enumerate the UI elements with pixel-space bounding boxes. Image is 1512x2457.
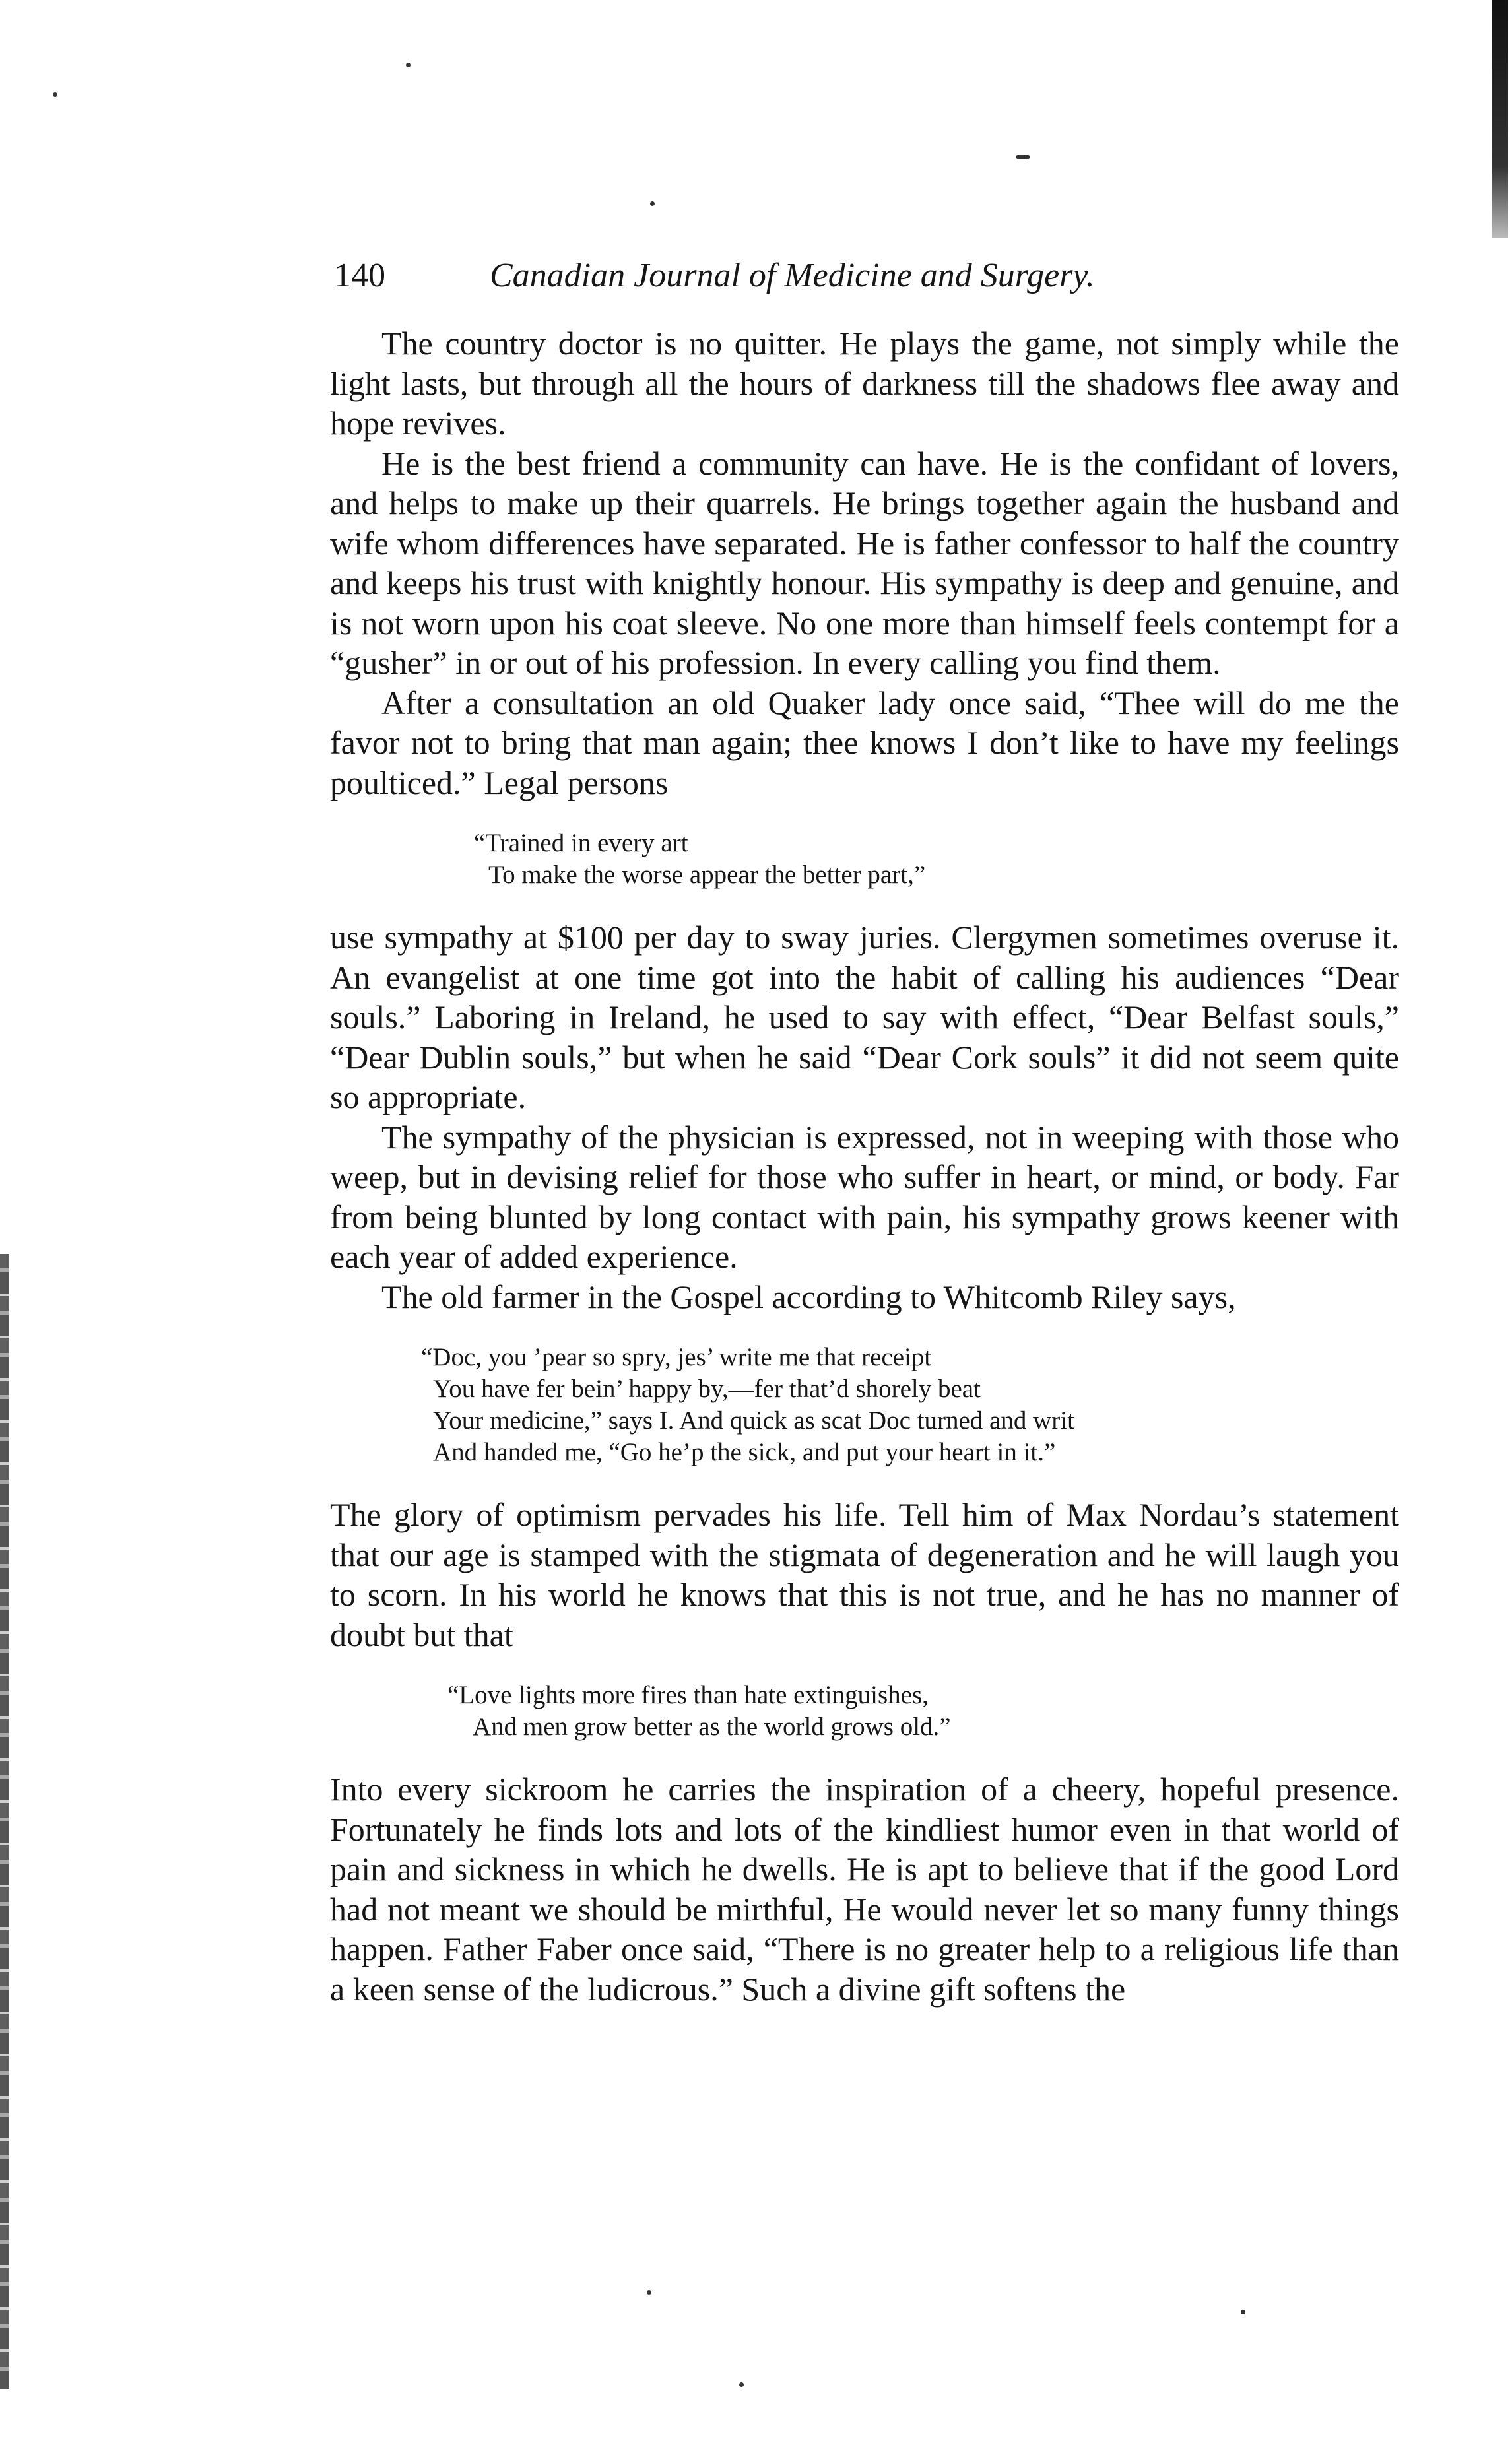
paragraph: The glory of optimism pervades his life. Tell him of Max Nordau’s statement that our age is stamped with the stigmata of degeneration and he will laugh you to scorn. In his world he knows that this is not true, and he has no manner of doubt but that [330, 1496, 1399, 1653]
paragraph: After a consultation an old Quaker lady once said, “Thee will do me the favor not to bring that man again; thee knows I don’t like to have my feelings poulticed.” Legal persons [330, 684, 1399, 801]
scan-speck [739, 2382, 744, 2387]
quote-line: “Trained in every art [474, 829, 688, 857]
verse-quote [330, 1317, 1399, 1495]
scan-speck [1016, 155, 1030, 159]
verse-quote [330, 1654, 1399, 1769]
paragraph: He is the best friend a community can have. He is the confidant of lovers, and helps to make up their quarrels. He brings together again the husband and wife whom differences have separated. He is father confessor to half the country and keeps his trust with knightly honour. His sympathy is deep and genuine, and is not worn upon his coat sleeve. No one more than himself feels contempt for a “gusher” in or out of his profession. In every calling you find them. [330, 444, 1399, 681]
quote-line: And men grow better as the world grows old.” [473, 1713, 951, 1741]
quote-line: To make the worse appear the better part,” [488, 861, 926, 889]
journal-title: Canadian Journal of Medicine and Surgery. [490, 257, 1095, 294]
scan-speck [53, 92, 57, 97]
paragraph: use sympathy at $100 per day to sway juries. Clergymen sometimes overuse it. An evangelist at one time got into the habit of calling his audiences “Dear souls.” Laboring in Ireland, he used to say with effect, “Dear Belfast souls,” “Dear Dublin souls,” but when he said “Dear Cork souls” it did not seem quite so appropriate. [330, 919, 1399, 1115]
article-body [330, 323, 1399, 2009]
quote-line: “Love lights more fires than hate extinguishes, [447, 1681, 929, 1709]
paragraph: Into every sickroom he carries the inspiration of a cheery, hopeful presence. Fortunately he finds lots and lots of the kindliest humor even in that world of pain and sickness in which he dwells. He is apt to believe that if the good Lord had not meant we should be mirthful, He would never let so many funny things happen. Father Faber once said, “There is no greater help to a religious life than a keen sense of the ludicrous.” Such a divine gift softens the [330, 1771, 1399, 2008]
quote-line: You have fer bein’ happy by,—fer that’d shorely beat [433, 1375, 981, 1403]
binding-edge-shadow [1492, 0, 1508, 238]
quote-line: “Doc, you ’pear so spry, jes’ write me that receipt [421, 1343, 932, 1371]
verse-quote [330, 803, 1399, 917]
paragraph: The country doctor is no quitter. He plays the game, not simply while the light lasts, but through all the hours of darkness till the shadows flee away and hope revives. [330, 325, 1399, 442]
scan-speck [1241, 2310, 1245, 2314]
scan-speck [650, 201, 655, 206]
left-margin-scan-artifact [0, 1254, 9, 2389]
quote-line: And handed me, “Go he’p the sick, and put your heart in it.” [433, 1438, 1056, 1466]
scan-speck [406, 63, 411, 67]
paragraph: The old farmer in the Gospel according to Whitcomb Riley says, [381, 1278, 1236, 1315]
quote-line: Your medicine,” says I. And quick as scat Doc turned and writ [433, 1406, 1074, 1435]
page-number: 140 [334, 257, 385, 294]
scan-speck [647, 2290, 651, 2295]
running-header [334, 256, 1377, 302]
paragraph: The sympathy of the physician is expressed, not in weeping with those who weep, but in devising relief for those who suffer in heart, or mind, or body. Far from being blunted by long contact with pain, his sympathy grows keener with each year of added experience. [330, 1118, 1399, 1275]
